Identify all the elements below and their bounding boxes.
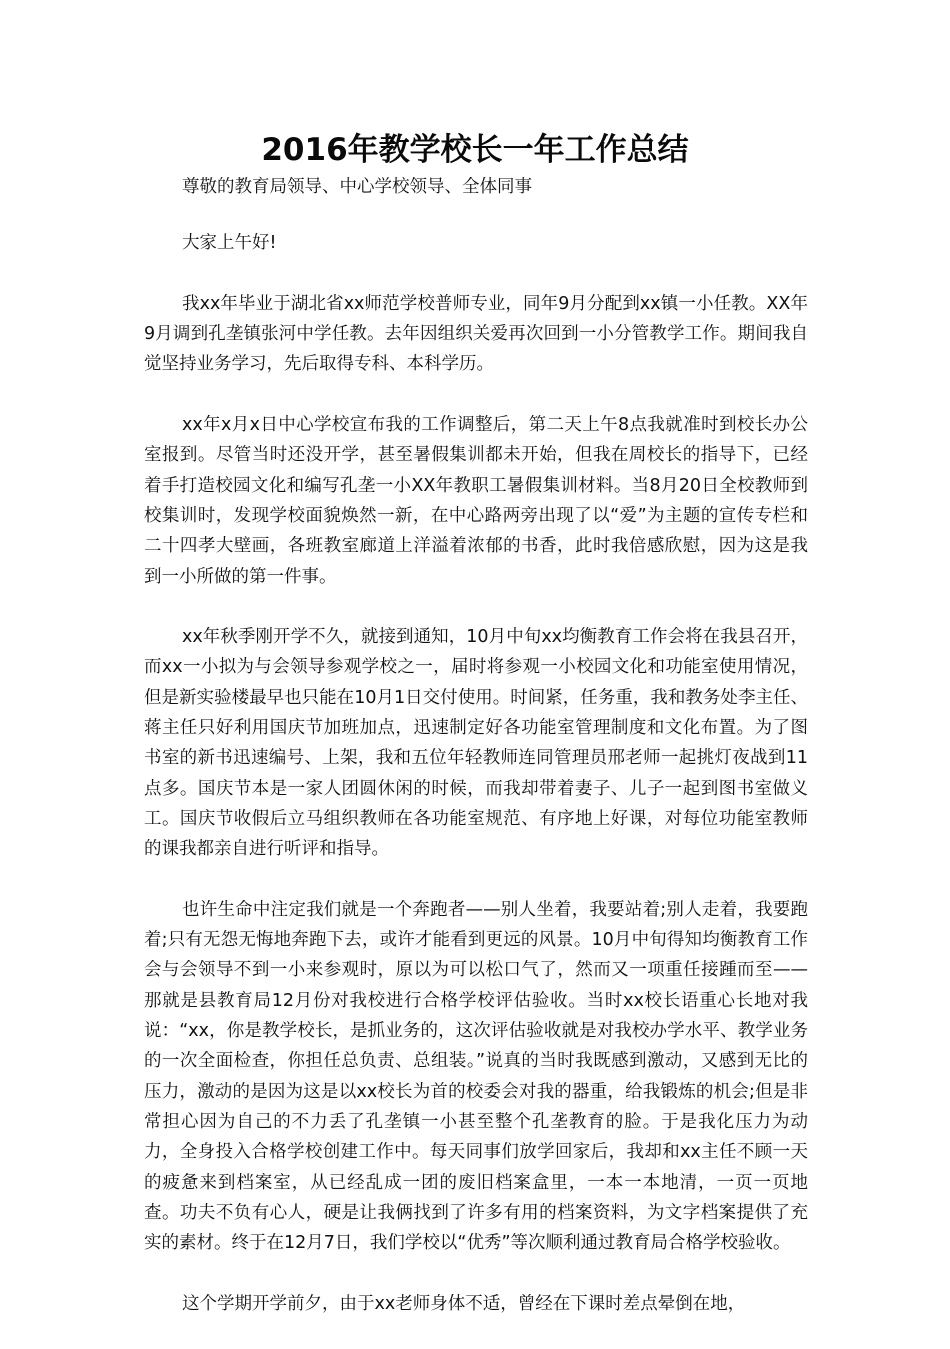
body-paragraph-school-evaluation: 也许生命中注定我们就是一个奔跑者——别人坐着，我要站着;别人走着，我要跑着;只有无怨无悔地奔跑下去，或许才能看到更远的风景。10月中旬得知均衡教育工作会与会领导不到一小来参观时，原以为可以松口气了，然而又一项重任接踵而至——那就是县教育局12月份对我校进行合格学校评估验收。当时xx校长语重心长地对我说：“xx，你是教学校长，是抓业务的，这次评估验收就是对我校办学水平、教学业务的一次全面检查，你担任总负责、总组装。”说真的当时我既感到激动，又感到无比的压力，激动的是因为这是以xx校长为首的校委会对我的器重，给我锻炼的机会;但是非常担心因为自己的不力丢了孔垄镇一小甚至整个孔垄教育的脸。于是我化压力为动力，全身投入合格学校创建工作中。每天同事们放学回家后，我却和xx主任不顾一天的疲惫来到档案室，从已经乱成一团的废旧档案盒里，一本一本地清，一页一页地查。功夫不负有心人，硬是让我俩找到了许多有用的档案资料，为文字档案提供了充实的素材。终于在12月7日，我们学校以“优秀”等次顺利通过教育局合格学校验收。 [144,899,808,1254]
salutation-paragraph: 尊敬的教育局领导、中心学校领导、全体同事 [182,177,532,197]
body-paragraph-this-semester: 这个学期开学前夕，由于xx老师身体不适，曾经在下课时差点晕倒在地， [182,1293,746,1314]
body-paragraph-campus-culture: xx年x月x日中心学校宣布我的工作调整后，第二天上午8点我就准时到校长办公室报到。尽管当时还没开学，甚至暑假集训都未开始，但我在周校长的指导下，已经着手打造校园文化和编写孔垄一小XX年教职工暑假集训材料。当8月20日全校教师到校集训时，发现学校面貌焕然一新，在中心路两旁出现了以“爱”为主题的宣传专栏和二十四孝大壁画，各班教室廊道上洋溢着浓郁的书香，此时我倍感欣慰，因为这是我到一小所做的第一件事。 [144,415,808,587]
document-title: 2016年教学校长一年工作总结 [261,132,689,168]
body-paragraph-background: 我xx年毕业于湖北省xx师范学校普师专业，同年9月分配到xx镇一小任教。XX年9月调到孔垄镇张河中学任教。去年因组织关爱再次回到一小分管教学工作。期间我自觉坚持业务学习，先后取得专科、本科学历。 [144,293,808,375]
greeting-paragraph: 大家上午好! [182,233,277,254]
body-paragraph-functional-rooms: xx年秋季刚开学不久，就接到通知，10月中旬xx均衡教育工作会将在我县召开，而xx一小拟为与会领导参观学校之一，届时将参观一小校园文化和功能室使用情况，但是新实验楼最早也只能在10月1日交付使用。时间紧，任务重，我和教务处李主任、蒋主任只好利用国庆节加班加点，迅速制定好各功能室管理制度和文化布置。为了图书室的新书迅速编号、上架，我和五位年轻教师连同管理员邢老师一起挑灯夜战到11点多。国庆节本是一家人团圆休闲的时候，而我却带着妻子、儿子一起到图书室做义工。国庆节收假后立马组织教师在各功能室规范、有序地上好课，对每位功能室教师的课我都亲自进行听评和指导。 [144,627,808,860]
document-body [144,172,808,1349]
